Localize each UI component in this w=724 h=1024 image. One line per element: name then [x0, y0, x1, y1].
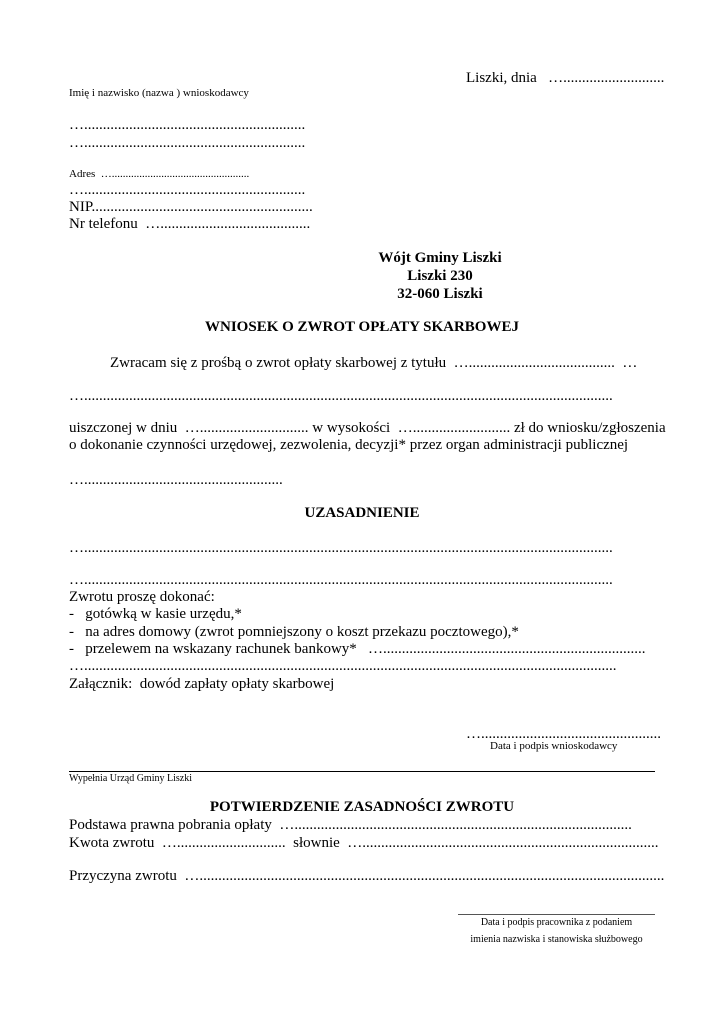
justification-line-2: ….............................................................................................................................................	[69, 572, 613, 588]
legal-basis-line: Podstawa prawna pobrania opłaty …..........................................................................................	[69, 817, 632, 833]
employee-caption-1: Data i podpis pracownika z podaniem	[480, 917, 633, 928]
refund-option-home: - na adres domowy (zwrot pomniejszony o koszt przekazu pocztowego),*	[69, 624, 519, 640]
recipient-street: Liszki 230	[407, 268, 473, 284]
nip-line: NIP...........................................................	[69, 199, 313, 215]
recipient-name: Wójt Gminy Liszki	[378, 250, 502, 266]
request-continuation: ….............................................................................................................................................	[69, 388, 613, 404]
justification-title: UZASADNIENIE	[304, 505, 420, 521]
address-label: Adres …..................................................	[69, 168, 250, 180]
attachment-line: Załącznik: dowód zapłaty opłaty skarbowej	[69, 676, 335, 692]
name-line-1: …...........................................................	[69, 117, 306, 133]
employee-signature-line	[458, 914, 655, 915]
employee-caption-2: imienia nazwiska i stanowiska służbowego	[470, 934, 643, 945]
form-title: WNIOSEK O ZWROT OPŁATY SKARBOWEJ	[205, 319, 519, 335]
refund-option-cash: - gotówką w kasie urzędu,*	[69, 606, 242, 622]
refund-label: Zwrotu proszę dokonać:	[69, 589, 215, 605]
paid-line-3: ….....................................................	[69, 472, 283, 488]
request-line: Zwracam się z prośbą o zwrot opłaty skarbowej z tytułu …....................................... …	[110, 355, 638, 371]
amount-line: Kwota zwrotu …............................. słownie …...............................................................................	[69, 835, 659, 851]
name-line-2: …...........................................................	[69, 135, 306, 151]
paid-line-2: o dokonanie czynności urzędowej, zezwolenia, decyzji* przez organ administracji publicznej	[69, 437, 629, 453]
reason-line: Przyczyna zwrotu …............................................................................................................................	[69, 868, 665, 884]
phone-line: Nr telefonu …........................................	[69, 216, 311, 232]
place-date: Liszki, dnia …...........................	[466, 70, 665, 86]
office-fill-note: Wypełnia Urząd Gminy Liszki	[69, 773, 192, 784]
office-title: POTWIERDZENIE ZASADNOŚCI ZWROTU	[209, 799, 515, 815]
signature-dots: …................................................	[466, 726, 661, 742]
section-divider	[69, 771, 655, 772]
refund-option-transfer: - przelewem na wskazany rachunek bankowy* …......................................................................	[69, 641, 646, 657]
applicant-label: Imię i nazwisko (nazwa ) wnioskodawcy	[69, 87, 249, 99]
address-line-2: …...........................................................	[69, 182, 306, 198]
signature-caption: Data i podpis wnioskodawcy	[490, 740, 618, 752]
justification-line-1: ….............................................................................................................................................	[69, 540, 613, 556]
paid-line: uiszczonej w dniu …............................. w wysokości ….......................... zł do wniosku/zgłoszenia	[69, 420, 666, 436]
recipient-city: 32-060 Liszki	[397, 286, 483, 302]
account-line: …..............................................................................................................................................	[69, 658, 617, 674]
